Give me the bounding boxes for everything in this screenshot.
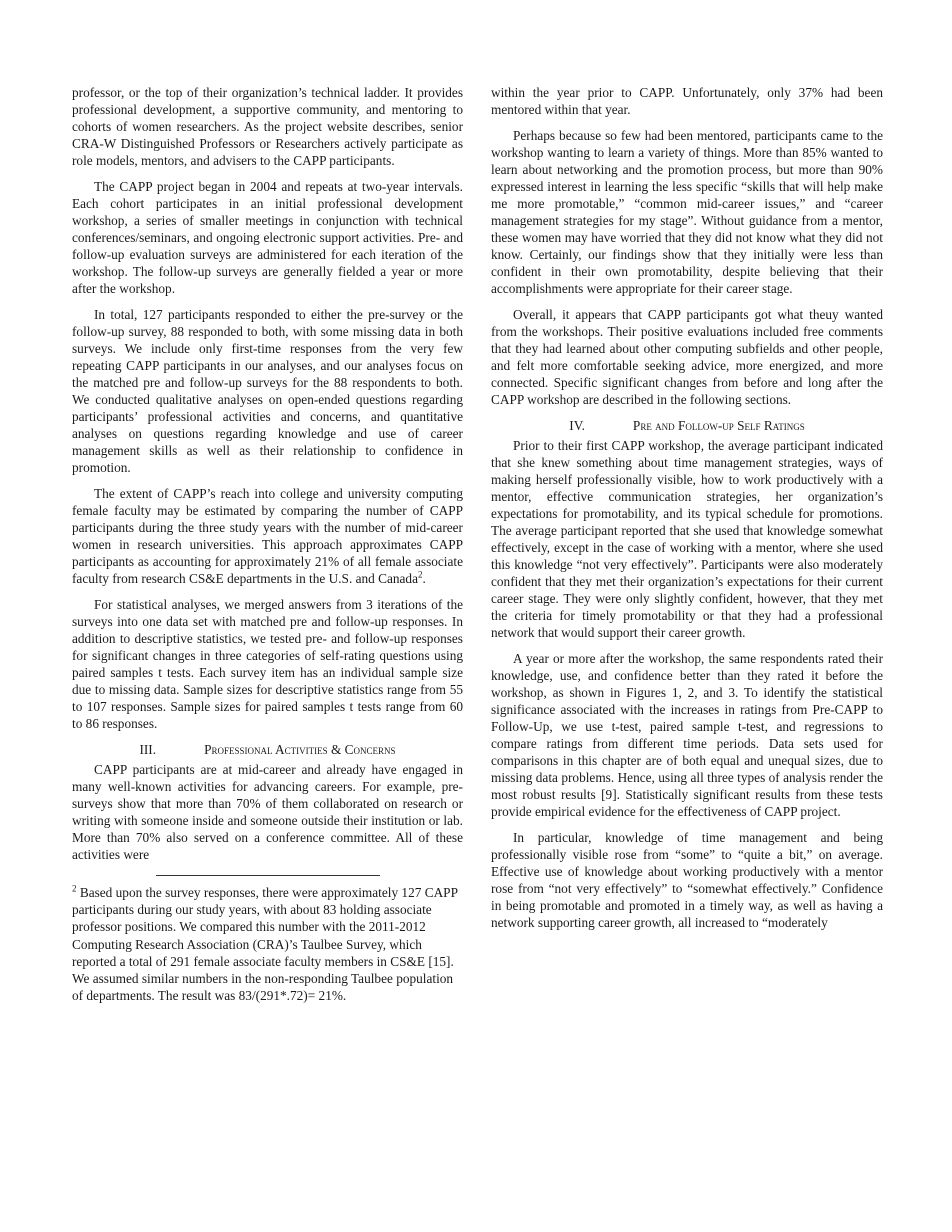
footnote: [72, 884, 463, 1004]
paragraph: The CAPP project began in 2004 and repeats at two-year intervals. Each cohort participates in an initial professional development workshop, a series of smaller meetings in conjunction with technical conferences/seminars, and ongoing electronic support activities. Pre- and follow-up evaluation surveys are administered for each iteration of the workshop. The follow-up surveys are generally fielded a year or more after the workshop.: [72, 179, 463, 296]
paragraph: In particular, knowledge of time management and being professionally visible rose from “some” to “quite a bit,” on average. Effective use of knowledge about working productively with a mentor rose from “not very effectively” to “somewhat effectively.” Confidence in being promotable and promoted in a timely way, as well as having a network supporting career growth, all increased to “moderately: [491, 830, 883, 930]
paragraph-end: .: [422, 571, 426, 586]
paragraph: professor, or the top of their organization’s technical ladder. It provides professional development, a supportive community, and mentoring to cohorts of women researchers. As the project website describes, senior CRA-W Distinguished Professors or Researchers actively participate as role models, mentors, and advisers to the CAPP participants.: [72, 85, 463, 168]
paragraph: Perhaps because so few had been mentored, participants came to the workshop wanting to learn a variety of things. More than 85% wanted to learn about networking and the promotion process, but more than 90% expressed interest in learning the less specific “skills that will help make me more promotable,” “common mid-career issues,” and “career management strategies for my stage”. Without guidance from a mentor, these women may have worried that they did not know what they did not know. Certainly, our findings show that they initially were less than confident in their own promotability, despite believing that their accomplishments were appropriate for their career stage.: [491, 128, 883, 296]
paragraph: In total, 127 participants responded to either the pre-survey or the follow-up survey, 88 responded to both, with some missing data in both surveys. We include only first-time responses from the very few repeating CAPP participants in our analyses, and our analyses focus on the matched pre and follow-up surveys for the 88 respondents to both. We conducted qualitative analyses on open-ended questions regarding participants’ professional activities and concerns, and quantitative analyses on questions regarding knowledge and use of career management skills as well as their relationship to confidence in promotion.: [72, 307, 463, 475]
section-number: III.: [139, 742, 157, 757]
section-number: IV.: [569, 418, 585, 433]
left-column: [72, 84, 463, 1004]
section-title: Pre and Follow-up Self Ratings: [632, 418, 805, 433]
footnote-divider: [156, 875, 380, 876]
footnote-mark: 2: [72, 883, 77, 894]
paragraph: Overall, it appears that CAPP participants got what theuy wanted from the workshops. Their positive evaluations included free comments that they had learned about other computing subfields and other people, and felt more comfortable seeking advice, more energized, and more connected. Specific significant changes from before and long after the CAPP workshop are described in the following sections.: [491, 307, 883, 407]
paragraph: A year or more after the workshop, the same respondents rated their knowledge, use, and confidence better than they rated it before the workshop, as shown in Figures 1, 2, and 3. To identify the statistical significance associated with the increases in ratings from Pre-CAPP to Follow-Up, we use t-test, paired sample t-test, and regressions to compare ratings from different time periods. Data sets used for comparisons in this chapter are of both equal and unequal sizes, due to missing data problems. Hence, using all three types of analysis render the most robust results [9]. Statistically significant results from these tests provide empirical evidence for the effectiveness of CAPP project.: [491, 651, 883, 819]
paragraph: Prior to their first CAPP workshop, the average participant indicated that she knew something about time management strategies, ways of making herself professionally visible, how to work productively with a mentor, effective communication strategies, her organization’s expectations for promotability, and its typical schedule for promotions. The average participant reported that she used that knowledge somewhat effectively, except in the case of working with a mentor, where she used this knowledge “not very effectively”. Participants were also moderately confident that they met their organization’s expectations for their current career stage. They were only slightly confident, however, that they met the criteria for timely promotability or that they had a professional network that would support their career growth.: [491, 438, 883, 640]
paragraph-text: The extent of CAPP’s reach into college and university computing female faculty may be estimated by comparing the number of CAPP participants during the three study years with the number of mid-career women in research universities. This approach approximates CAPP participants as accounting for approximately 21% of all female associate faculty from research CS&E departments in the U.S. and Canada: [72, 486, 463, 586]
section-title: Professional Activities & Concerns: [204, 742, 396, 757]
footnote-reference: 2: [418, 569, 423, 580]
paragraph: [72, 485, 463, 587]
section-heading: [72, 741, 463, 758]
footnote-text: Based upon the survey responses, there were approximately 127 CAPP participants during our study years, with about 83 holding associate professor positions. We compared this number with the 2011-2012 Computing Research Association (CRA)’s Taulbee Survey, which reported a total of 291 female associate faculty members in CS&E [15]. We assumed similar numbers in the non-responding Taulbee population of departments. The result was 83/(291*.72)= 21%.: [72, 885, 458, 1004]
paragraph: For statistical analyses, we merged answers from 3 iterations of the surveys into one data set with matched pre and follow-up responses. In addition to descriptive statistics, we tested pre- and follow-up responses for significant changes in three categories of self-rating questions using paired samples t tests. Each survey item has an individual sample size due to missing data. Sample sizes for descriptive statistics range from 55 to 107 responses. Sample sizes for paired samples t tests range from 60 to 86 responses.: [72, 597, 463, 731]
right-column: [491, 84, 883, 931]
paragraph: within the year prior to CAPP. Unfortunately, only 37% had been mentored within that year.: [491, 85, 883, 117]
paragraph: CAPP participants are at mid-career and already have engaged in many well-known activities for advancing careers. For example, pre-surveys show that more than 70% of them collaborated on research or writing with someone inside and someone outside their institution or lab. More than 70% also served on a conference committee. All of these activities were: [72, 762, 463, 862]
section-heading: [491, 417, 883, 434]
